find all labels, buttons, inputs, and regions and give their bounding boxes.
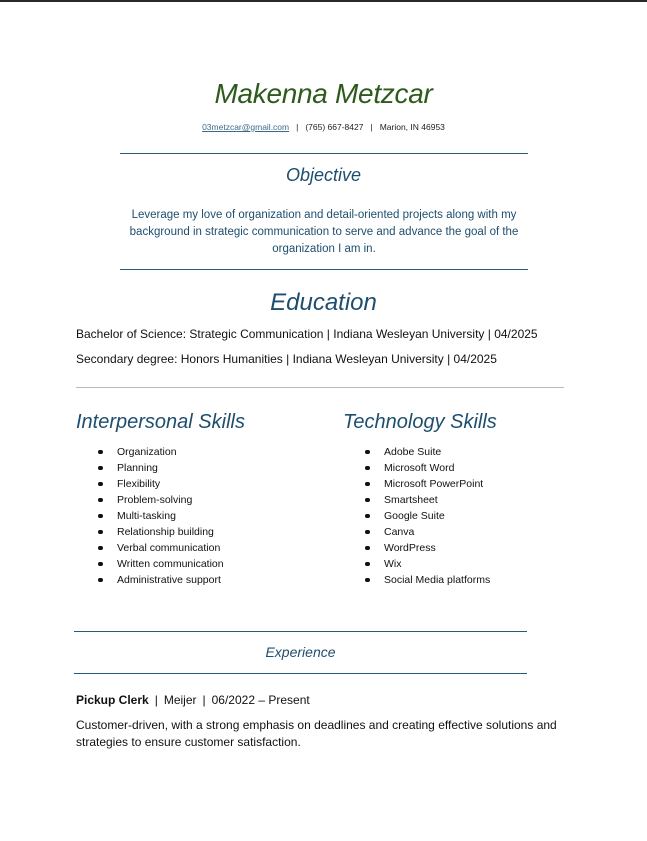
- experience-bottom-rule: [74, 673, 527, 674]
- job-separator: |: [154, 693, 158, 707]
- objective-bottom-rule: [120, 269, 528, 270]
- job-header: [76, 693, 310, 707]
- experience-heading: Experience: [265, 644, 336, 660]
- list-item: Verbal communication: [76, 540, 224, 556]
- technology-skills-list: [343, 444, 490, 588]
- objective-text: Leverage my love of organization and detail-oriented projects along with my background in strategic communication to serve and advance the goal of the organization I am in.: [129, 209, 519, 255]
- interpersonal-skills-list: [76, 444, 224, 588]
- job-description: Customer-driven, with a strong emphasis on deadlines and creating effective solutions and strategies to ensure customer satisfaction.: [76, 718, 557, 749]
- job-company: Meijer: [163, 693, 197, 707]
- job-separator: |: [202, 693, 206, 707]
- list-item: Social Media platforms: [343, 572, 490, 588]
- list-item: Microsoft Word: [343, 460, 490, 476]
- list-item: WordPress: [343, 540, 490, 556]
- list-item: Flexibility: [76, 476, 224, 492]
- list-item: Canva: [343, 524, 490, 540]
- list-item: Relationship building: [76, 524, 224, 540]
- education-entry: Bachelor of Science: Strategic Communication | Indiana Wesleyan University | 04/2025: [76, 327, 538, 341]
- list-item: Written communication: [76, 556, 224, 572]
- page-top-border: [0, 0, 647, 2]
- contact-separator: |: [296, 122, 299, 132]
- objective-heading: Objective: [285, 165, 362, 185]
- resume-name: Makenna Metzcar: [214, 78, 433, 109]
- contact-line: [0, 122, 647, 132]
- list-item: Planning: [76, 460, 224, 476]
- experience-top-rule: [74, 631, 527, 632]
- list-item: Smartsheet: [343, 492, 490, 508]
- list-item: Organization: [76, 444, 224, 460]
- contact-separator: |: [370, 122, 373, 132]
- phone-number: (765) 667-8427: [305, 122, 364, 132]
- list-item: Adobe Suite: [343, 444, 490, 460]
- objective-top-rule: [120, 153, 528, 154]
- list-item: Administrative support: [76, 572, 224, 588]
- list-item: Wix: [343, 556, 490, 572]
- job-dates: 06/2022 – Present: [211, 693, 310, 707]
- email-link[interactable]: 03metzcar@gmail.com: [202, 122, 290, 132]
- job-title: Pickup Clerk: [76, 693, 149, 707]
- education-heading: Education: [270, 289, 377, 316]
- list-item: Problem-solving: [76, 492, 224, 508]
- list-item: Google Suite: [343, 508, 490, 524]
- interpersonal-skills-heading: Interpersonal Skills: [76, 411, 245, 433]
- section-divider: [76, 387, 564, 388]
- education-entry: Secondary degree: Honors Humanities | Indiana Wesleyan University | 04/2025: [76, 352, 497, 366]
- list-item: Multi-tasking: [76, 508, 224, 524]
- list-item: Microsoft PowerPoint: [343, 476, 490, 492]
- location: Marion, IN 46953: [379, 122, 445, 132]
- technology-skills-heading: Technology Skills: [343, 411, 497, 433]
